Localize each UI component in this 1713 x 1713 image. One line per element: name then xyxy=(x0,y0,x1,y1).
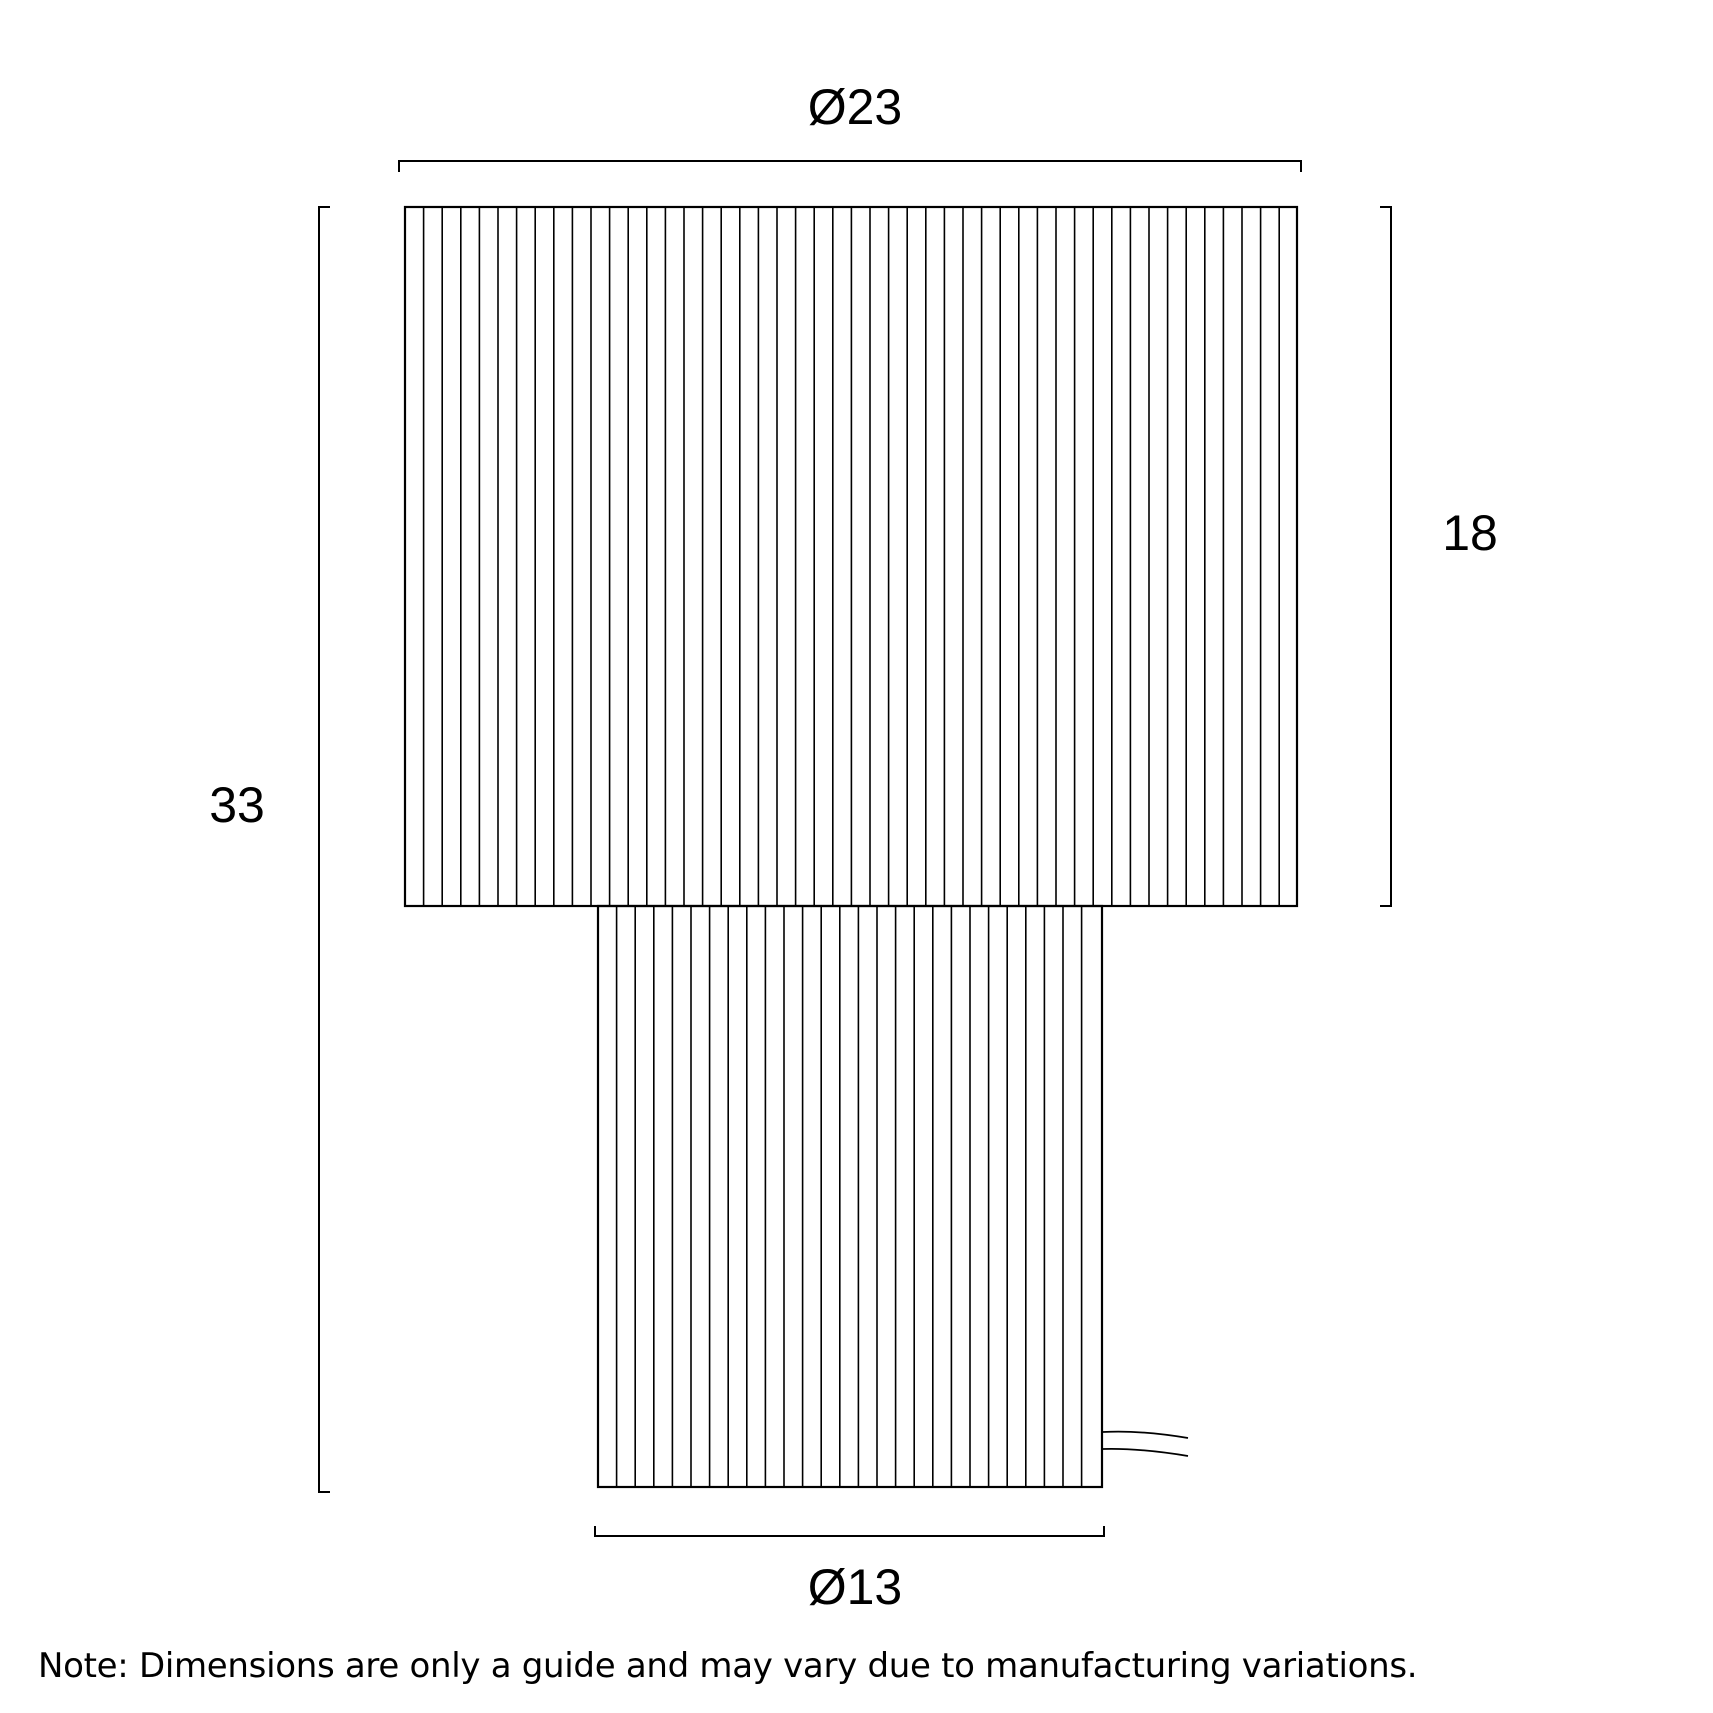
shade-height-dimension-line xyxy=(1380,207,1391,906)
shade-diameter-label: Ø23 xyxy=(807,79,903,135)
lamp-base-ribs xyxy=(617,906,1082,1487)
base-width-dimension-line xyxy=(595,1526,1104,1536)
power-cord xyxy=(1103,1432,1188,1456)
base-diameter-label: Ø13 xyxy=(807,1559,903,1615)
shade-height-label: 18 xyxy=(1442,505,1498,561)
dimensions-note: Note: Dimensions are only a guide and may vary due to manufacturing variations. xyxy=(38,1646,1418,1686)
lamp-base xyxy=(598,906,1102,1487)
lamp-shade xyxy=(405,207,1297,906)
total-height-label: 33 xyxy=(209,777,265,833)
total-height-dimension-line xyxy=(319,207,330,1492)
shade-width-dimension-line xyxy=(399,161,1301,172)
lamp-shade-ribs xyxy=(424,207,1280,906)
